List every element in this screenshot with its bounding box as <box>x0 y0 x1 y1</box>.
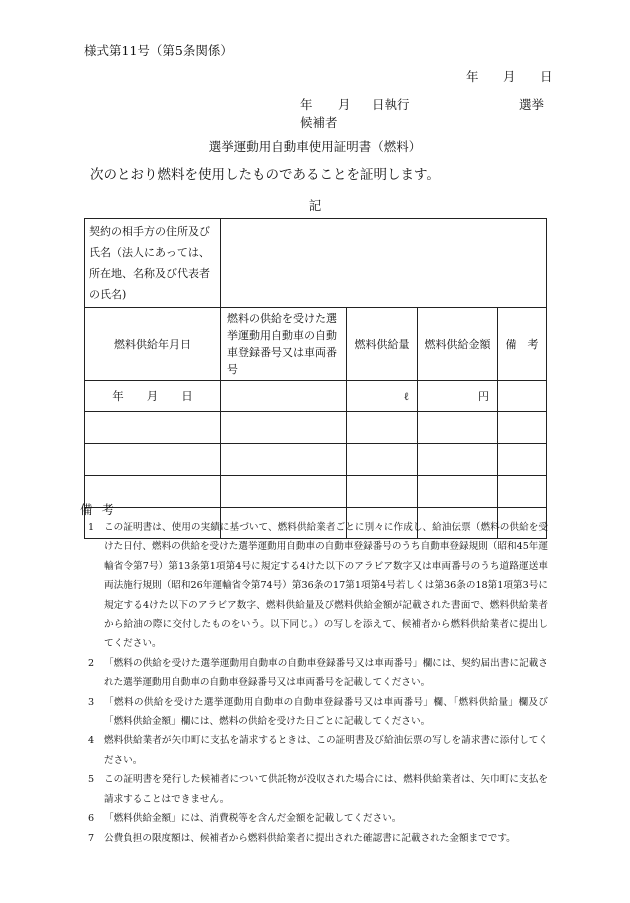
remark-text: 燃料供給業者が矢巾町に支払を請求するときは、この証明書及び給油伝票の写しを請求書に添付してください。 <box>104 735 548 766</box>
issue-date-day: 日 <box>540 69 553 84</box>
remark-item <box>88 654 548 693</box>
remark-item <box>88 693 548 732</box>
price-cell[interactable] <box>418 476 498 508</box>
ki-mark: 記 <box>308 198 322 213</box>
date-cell[interactable]: 年 月 日 <box>85 381 221 412</box>
remark-item <box>88 731 548 770</box>
date-cell[interactable] <box>85 412 221 444</box>
remarks-cell[interactable] <box>498 444 547 476</box>
election-label: 選挙 <box>519 97 545 112</box>
amount-cell[interactable] <box>347 412 418 444</box>
vehicle-cell[interactable] <box>221 476 347 508</box>
remark-text: この証明書を発行した候補者について供託物が没収された場合には、燃料供給業者は、矢巾町に支払を請求することはできません。 <box>104 774 548 805</box>
remark-text: この証明書は、使用の実績に基づいて、燃料供給業者ごとに別々に作成し、給油伝票（燃料の供給を受けた日付、燃料の供給を受けた選挙運動用自動車の自動車登録番号のうち自動車登録規則（昭和45年運輸省令第7号）第13条第1項第4号に規定する4けた以下のアラビア数字又は車両番号のうち道路運送車両法施行規則（昭和26年運輸省令第74号）第36条の17第1項第4号若しくは第36条の18第1項第3号に規定する4けた以下のアラビア数字、燃料供給量及び燃料供給金額が記載された書面で、燃料供給業者から給油の際に交付したものをいう。以下同じ。）の写しを添えて、候補者から燃料供給業者に提出してください。 <box>104 522 548 650</box>
table-row <box>85 381 547 412</box>
remark-text: 公費負担の限度額は、候補者から燃料供給業者に提出された確認書に記載された金額までです。 <box>104 832 516 844</box>
remark-item <box>88 770 548 809</box>
price-cell[interactable] <box>418 412 498 444</box>
issue-date-year: 年 <box>466 69 479 84</box>
date-cell[interactable] <box>85 444 221 476</box>
form-number: 様式第11号（第5条関係） <box>84 43 233 58</box>
vehicle-cell[interactable] <box>221 444 347 476</box>
remark-text: 「燃料供給金額」には、消費税等を含んだ金額を記載してください。 <box>104 813 402 825</box>
remark-number: 1 <box>88 522 95 533</box>
election-month: 月 <box>338 97 351 112</box>
contract-party-field[interactable] <box>221 219 547 308</box>
remarks-heading: 備考 <box>80 502 124 517</box>
vehicle-cell[interactable] <box>221 412 347 444</box>
remark-number: 3 <box>88 696 95 708</box>
amount-cell[interactable]: ℓ <box>347 381 418 412</box>
amount-cell[interactable] <box>347 444 418 476</box>
election-year: 年 <box>300 97 313 112</box>
col-header-date: 燃料供給年月日 <box>85 308 221 381</box>
remark-number: 7 <box>88 832 95 844</box>
table-row <box>85 444 547 476</box>
candidate-label: 候補者 <box>300 115 338 130</box>
col-header-price: 燃料供給金額 <box>418 308 498 381</box>
certification-statement: 次のとおり燃料を使用したものであることを証明します。 <box>90 167 440 183</box>
remark-number: 6 <box>88 813 95 825</box>
table-row <box>85 476 547 508</box>
remark-text: 「燃料の供給を受けた選挙運動用自動車の自動車登録番号又は車両番号」欄には、契約届出書に記載された選挙運動用自動車の自動車登録番号又は車両番号を記載してください。 <box>104 657 548 689</box>
remark-item <box>88 518 548 654</box>
remark-item <box>88 809 548 828</box>
col-header-vehicle: 燃料の供給を受けた選挙運動用自動車の自動車登録番号又は車両番号 <box>221 308 347 381</box>
remarks-cell[interactable] <box>498 412 547 444</box>
table-row <box>85 412 547 444</box>
remarks-list <box>88 518 548 848</box>
amount-cell[interactable] <box>347 476 418 508</box>
election-day-exec: 日執行 <box>372 97 410 112</box>
remark-number: 5 <box>88 774 95 786</box>
col-header-amount: 燃料供給量 <box>347 308 418 381</box>
remark-text: 「燃料の供給を受けた選挙運動用自動車の自動車登録番号又は車両番号」欄、「燃料供給量」欄及び「燃料供給金額」欄には、燃料の供給を受けた日ごとに記載してください。 <box>104 696 548 728</box>
vehicle-cell[interactable] <box>221 381 347 412</box>
col-header-remarks: 備 考 <box>498 308 547 381</box>
document-title: 選挙運動用自動車使用証明書（燃料） <box>208 139 422 154</box>
issue-date-month: 月 <box>503 69 516 84</box>
fuel-usage-table <box>84 218 547 539</box>
price-cell[interactable] <box>418 444 498 476</box>
price-cell[interactable]: 円 <box>418 381 498 412</box>
remarks-cell[interactable] <box>498 476 547 508</box>
remark-number: 2 <box>88 657 95 669</box>
remarks-cell[interactable] <box>498 381 547 412</box>
remark-number: 4 <box>88 735 95 747</box>
remark-item <box>88 829 548 848</box>
contract-party-label: 契約の相手方の住所及び氏名（法人にあっては、所在地、名称及び代表者の氏名) <box>85 219 221 308</box>
